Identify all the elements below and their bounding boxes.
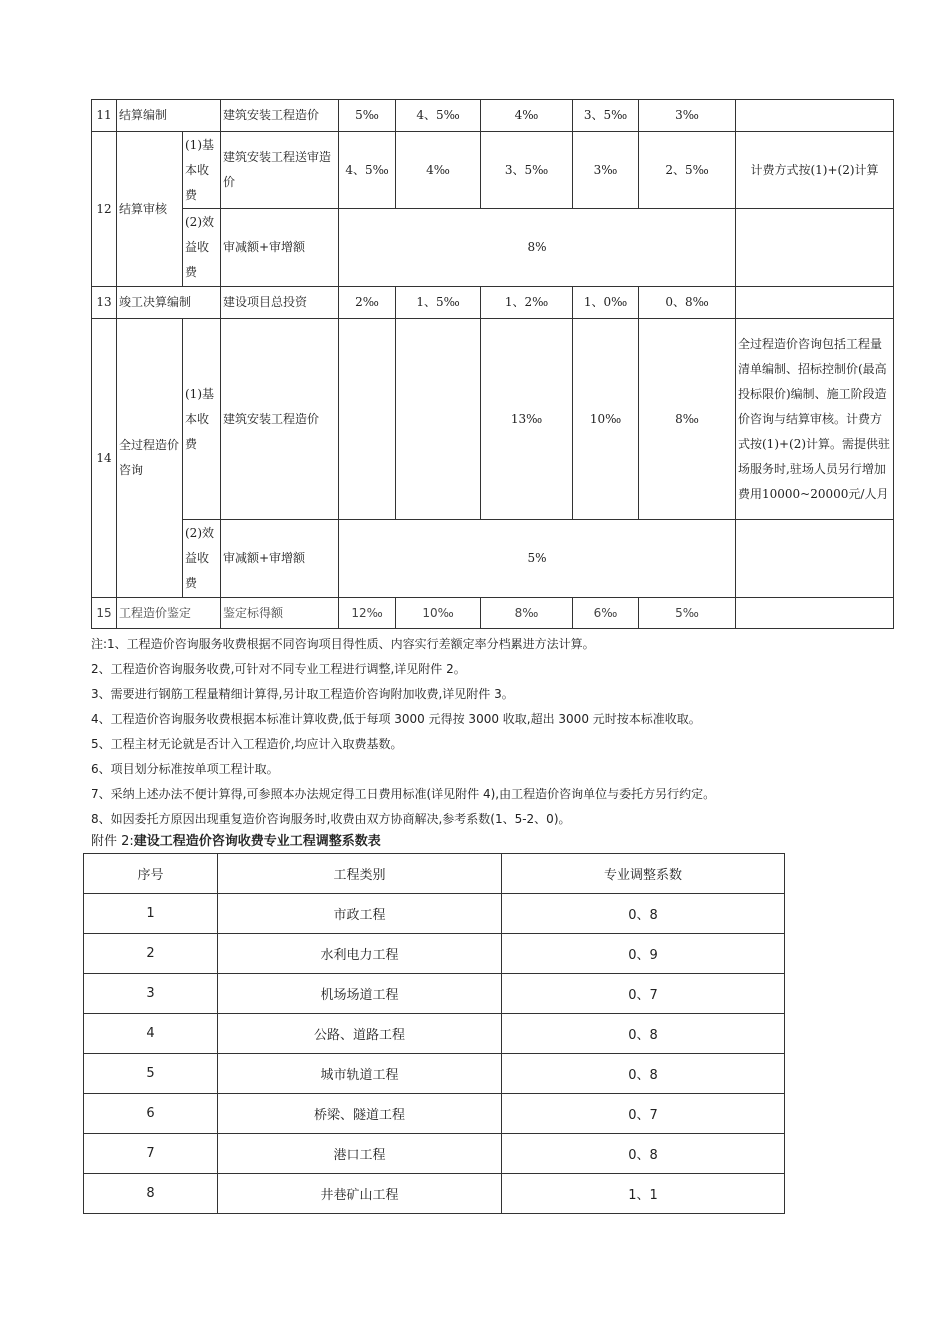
item-name: 全过程造价咨询: [117, 319, 183, 598]
sub-item-label: (2)效益收费: [183, 209, 221, 287]
table-row: [84, 1174, 785, 1214]
rate-cell: 3、5‰: [573, 100, 639, 132]
fee-table: [91, 99, 894, 629]
rate-cell: 1、0‰: [573, 287, 639, 319]
category-cell: 机场场道工程: [218, 974, 502, 1014]
table-header-row: [84, 854, 785, 894]
rate-cell: 4‰: [481, 100, 573, 132]
category-cell: 公路、道路工程: [218, 1014, 502, 1054]
fee-base: 建设项目总投资: [221, 287, 339, 319]
rate-cell: 3‰: [639, 100, 736, 132]
seq-cell: 1: [84, 894, 218, 934]
table-row: [92, 287, 894, 319]
rate-cell: 2‰: [339, 287, 396, 319]
remark-cell: 计费方式按(1)+(2)计算: [736, 132, 894, 209]
sub-item-label: (2)效益收费: [183, 520, 221, 598]
table-row: [84, 934, 785, 974]
table-row: [92, 319, 894, 520]
coefficient-cell: 0、9: [502, 934, 785, 974]
sub-item-label: (1)基本收费: [183, 319, 221, 520]
rate-cell: 10‰: [396, 598, 481, 629]
rate-cell: 3、5‰: [481, 132, 573, 209]
attachment-prefix: 附件 2:: [91, 834, 134, 849]
coefficient-cell: 0、8: [502, 894, 785, 934]
table-row: [92, 598, 894, 629]
category-cell: 井巷矿山工程: [218, 1174, 502, 1214]
sub-item-label: (1)基本收费: [183, 132, 221, 209]
remark-cell: [736, 100, 894, 132]
coefficient-cell: 0、8: [502, 1054, 785, 1094]
seq-cell: 4: [84, 1014, 218, 1054]
coefficient-cell: 0、7: [502, 1094, 785, 1134]
coefficient-cell: 1、1: [502, 1174, 785, 1214]
rate-cell: 4、5‰: [339, 132, 396, 209]
table-row: [84, 1054, 785, 1094]
rate-cell: [396, 319, 481, 520]
coefficient-table: [83, 853, 785, 1214]
table-row: [84, 974, 785, 1014]
item-name: 结算审核: [117, 132, 183, 287]
table-row: [92, 132, 894, 209]
rate-cell: 2、5‰: [639, 132, 736, 209]
fee-base: 鉴定标得额: [221, 598, 339, 629]
coefficient-cell: 0、8: [502, 1134, 785, 1174]
item-name: 结算编制: [117, 100, 221, 132]
table-row: [84, 1014, 785, 1054]
rate-cell: 12‰: [339, 598, 396, 629]
remark-cell: [736, 287, 894, 319]
note-line: 2、工程造价咨询服务收费,可针对不同专业工程进行调整,详见附件 2。: [91, 662, 466, 676]
column-header: 专业调整系数: [502, 854, 785, 894]
row-number: 11: [92, 100, 117, 132]
rate-cell: 8%: [339, 209, 736, 287]
rate-cell: 1、5‰: [396, 287, 481, 319]
seq-cell: 5: [84, 1054, 218, 1094]
table-row: [84, 894, 785, 934]
seq-cell: 7: [84, 1134, 218, 1174]
rate-cell: 8‰: [481, 598, 573, 629]
attachment-heading: 建设工程造价咨询收费专业工程调整系数表: [133, 834, 381, 849]
note-line: 7、采纳上述办法不便计算得,可参照本办法规定得工日费用标准(详见附件 4),由工程造价咨询单位与委托方另行约定。: [91, 787, 716, 801]
item-name: 竣工决算编制: [117, 287, 221, 319]
rate-cell: 5‰: [639, 598, 736, 629]
category-cell: 港口工程: [218, 1134, 502, 1174]
fee-base: 审减额+审增额: [221, 520, 339, 598]
rate-cell: 3‰: [573, 132, 639, 209]
fee-base: 建筑安装工程送审造价: [221, 132, 339, 209]
rate-cell: [339, 319, 396, 520]
rate-cell: 6‰: [573, 598, 639, 629]
row-number: 13: [92, 287, 117, 319]
coefficient-cell: 0、7: [502, 974, 785, 1014]
note-line: 3、需要进行钢筋工程量精细计算得,另计取工程造价咨询附加收费,详见附件 3。: [91, 687, 514, 701]
remark-cell: [736, 209, 894, 287]
fee-base: 建筑安装工程造价: [221, 100, 339, 132]
note-line: 8、如因委托方原因出现重复造价咨询服务时,收费由双方协商解决,参考系数(1、5-2、0)。: [91, 812, 571, 826]
seq-cell: 3: [84, 974, 218, 1014]
rate-cell: 8‰: [639, 319, 736, 520]
table-row: [92, 520, 894, 598]
category-cell: 市政工程: [218, 894, 502, 934]
note-line: 4、工程造价咨询服务收费根据本标准计算收费,低于每项 3000 元得按 3000 收取,超出 3000 元时按本标准收取。: [91, 712, 701, 726]
attachment-2-title: [91, 832, 381, 852]
rate-cell: 13‰: [481, 319, 573, 520]
table-row: [84, 1134, 785, 1174]
coefficient-cell: 0、8: [502, 1014, 785, 1054]
fee-base: 审减额+审增额: [221, 209, 339, 287]
rate-cell: 0、8‰: [639, 287, 736, 319]
rate-cell: 5%: [339, 520, 736, 598]
notes-section: [91, 632, 911, 832]
item-name: 工程造价鉴定: [117, 598, 221, 629]
row-number: 15: [92, 598, 117, 629]
rate-cell: 4、5‰: [396, 100, 481, 132]
column-header: 序号: [84, 854, 218, 894]
rate-cell: 5‰: [339, 100, 396, 132]
column-header: 工程类别: [218, 854, 502, 894]
seq-cell: 6: [84, 1094, 218, 1134]
row-number: 12: [92, 132, 117, 287]
category-cell: 桥梁、隧道工程: [218, 1094, 502, 1134]
note-line: 注:1、工程造价咨询服务收费根据不同咨询项目得性质、内容实行差额定率分档累进方法计算。: [91, 637, 595, 651]
note-line: 5、工程主材无论就是否计入工程造价,均应计入取费基数。: [91, 737, 403, 751]
rate-cell: 1、2‰: [481, 287, 573, 319]
table-row: [92, 209, 894, 287]
seq-cell: 2: [84, 934, 218, 974]
remark-cell: 全过程造价咨询包括工程量清单编制、招标控制价(最高投标限价)编制、施工阶段造价咨询与结算审核。计费方式按(1)+(2)计算。需提供驻场服务时,驻场人员另行增加费用10000~20000元/人月: [736, 319, 894, 520]
remark-cell: [736, 598, 894, 629]
rate-cell: 4‰: [396, 132, 481, 209]
rate-cell: 10‰: [573, 319, 639, 520]
row-number: 14: [92, 319, 117, 598]
note-line: 6、项目划分标准按单项工程计取。: [91, 762, 279, 776]
remark-cell: [736, 520, 894, 598]
fee-base: 建筑安装工程造价: [221, 319, 339, 520]
table-row: [92, 100, 894, 132]
seq-cell: 8: [84, 1174, 218, 1214]
category-cell: 水利电力工程: [218, 934, 502, 974]
category-cell: 城市轨道工程: [218, 1054, 502, 1094]
table-row: [84, 1094, 785, 1134]
